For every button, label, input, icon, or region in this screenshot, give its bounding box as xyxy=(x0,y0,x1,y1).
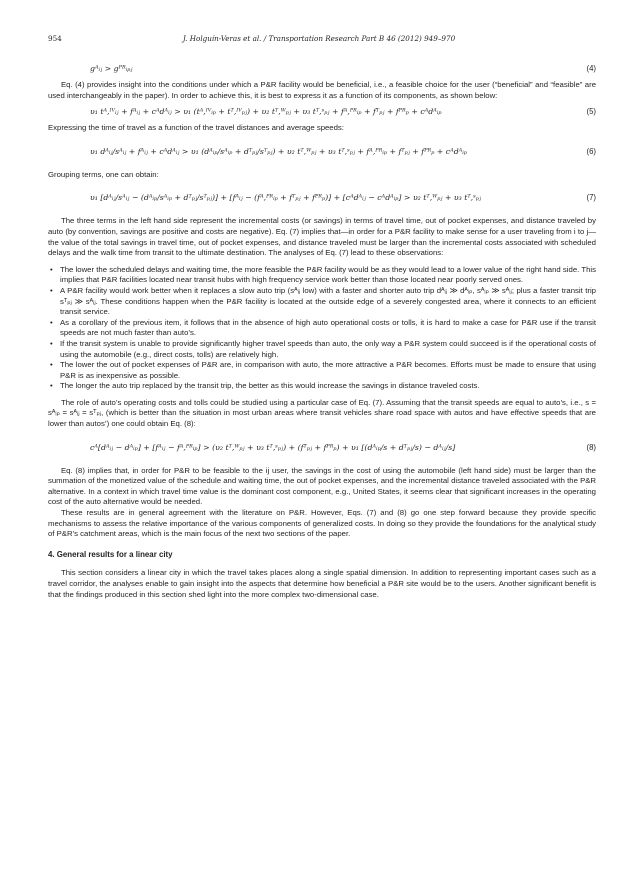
paragraph-3: Grouping terms, one can obtain: xyxy=(48,169,159,179)
list-item xyxy=(50,381,596,392)
paragraph-8: This section considers a linear city in which the travel takes places along a single spatial dimension. In addition to representing important cases such as a travel corridor, the analyses enable to gain insight into the aspects that determine how beneficial a P&R site would be to the users. Another significant benefit is that the findings produced in this section shed light into the more complex two-dimensional case. xyxy=(48,568,596,599)
paragraph-7: These results are in general agreement with the literature on P&R. However, Eqs. (7) and (8) go one step forward because they provide specific mechanisms to assess the relative importance of the various components of generalized costs. In doing so they provide the foundations for the analytical study of P&R’s catchment areas, which is the main focus of the next two sections of the paper. xyxy=(48,508,596,539)
bullet-icon: • xyxy=(50,264,53,274)
equation-7-expression: υ₁ [dᴬᵢⱼ/sᴬᵢⱼ − (dᴬᵢₚ/sᴬᵢₚ + dᵀₚⱼ/sᵀₚⱼ)] + [fᴬᵢⱼ − (fᴬ,ᴾᴿᵢₚ + fᵀₚⱼ + fᴾᴿₚ)] + [cᴬdᴬᵢⱼ − cᴬdᴬᵢₚ] > υ₂ tᵀ,ᵂₚⱼ + υ₃ tᵀ,ˢₚⱼ xyxy=(90,193,481,203)
list-item xyxy=(50,317,596,339)
paragraph-5: The role of auto’s operating costs and tolls could be studied using a particular case of Eq. (7). Assuming that the transit speeds are equal to auto’s, i.e., s = sᴬᵢₚ = sᴬᵢⱼ = sᵀₚⱼ, (which is better than the situation in most urban areas where transit vehicles share road space with autos and have effective speeds that are lower than autos’) one could obtain Eq. (8): xyxy=(48,397,596,429)
list-item-text: A P&R facility would work better when it replaces a slow auto trip (sᴬᵢⱼ low) with a faster and shorter auto trip dᴬᵢⱼ ≫ dᴬᵢₚ, sᴬᵢₚ ≫ sᴬᵢⱼ; plus a faster transit trip sᵀₚⱼ ≫ sᴬᵢⱼ. These conditions happen when the P&R facility is located at the outside edge of a severely congested area, where it connects to an efficient transit service. xyxy=(60,285,596,317)
equation-4-expression: gᴬᵢⱼ > gᴾᴿᵢₚⱼ xyxy=(90,64,133,73)
list-item xyxy=(50,360,596,381)
equation-8-number: (8) xyxy=(586,442,596,452)
equation-6 xyxy=(48,137,596,167)
paragraph-2: Expressing the time of travel as a function of the travel distances and average speeds: xyxy=(48,123,344,133)
list-item-text: If the transit system is unable to provide significantly higher travel speeds than auto, the only way a P&R system could succeed is if the operational costs of using the automobile (e.g., direct costs, tolls) are relatively high. xyxy=(60,338,596,359)
bullet-icon: • xyxy=(50,381,53,391)
list-item-text: The lower the scheduled delays and waiting time, the more feasible the P&R facility would be as they would lead to a lower value of the right hand side. This implies that P&R facilities located near transit hubs with high frequency service work better than those located near poorly served ones. xyxy=(60,264,596,285)
bullet-icon: • xyxy=(50,285,53,295)
list-item xyxy=(50,285,596,318)
paragraph-4: The three terms in the left hand side represent the incremental costs (or savings) in terms of travel time, out of pocket expenses, and distance traveled by auto (by convention, savings are positive and costs are negative). Eq. (7) implies that—in order for a P&R facility to make sense for a user traveling from i to j—the value of the total savings in travel time, out of pocket expenses, and distance traveled must be larger than the incremental costs associated with scheduled delays and the walk time from transit to the ultimate destination. The analyses of Eq. (7) lead to these observations: xyxy=(48,216,596,258)
equation-4 xyxy=(48,61,596,77)
list-item xyxy=(50,264,596,286)
running-header: J. Holguín-Veras et al. / Transportation Research Part B 46 (2012) 949–970 xyxy=(182,34,456,43)
body-text xyxy=(48,58,596,600)
equation-7 xyxy=(48,183,596,213)
equation-8 xyxy=(48,433,596,463)
paragraph-6: Eq. (8) implies that, in order for P&R to be feasible to the ij user, the savings in the cost of using the automobile (left hand side) must be larger than the summation of the monetized value of the schedule and waiting time, the out of pocket expenses, and the incremental distance traveled associated with the P&R alternative. In a context in which travel time value is the dominant cost component, e.g., United States, it seems clear that significant increases in the operating cost of the auto alternative would be needed. xyxy=(48,465,596,507)
equation-7-number: (7) xyxy=(586,193,596,203)
list-item-text: As a corollary of the previous item, it follows that in the absence of high auto operational costs or tolls, it is hard to make a case for P&R use if the transit speeds are not much faster than auto’s. xyxy=(60,317,596,338)
equation-5-expression: υ₁ tᴬ,ᴵⱽᵢⱼ + fᴬᵢⱼ + cᴬdᴬᵢⱼ > υ₁ (tᴬ,ᴵⱽᵢₚ + tᵀ,ᴵⱽₚⱼ) + υ₂ tᵀ,ᵂₚⱼ + υ₃ tᵀ,ˢₚⱼ + fᴬ,ᴾᴿᵢₚ + fᵀₚⱼ + fᴾᴿₚ + cᴬdᴬᵢₚ xyxy=(90,107,442,117)
equation-8-expression: cᴬ[dᴬᵢⱼ − dᴬᵢₚ] + [fᴬᵢⱼ − fᴬ,ᴾᴿᵢₚ] > (υ₂ tᵀ,ᵂₚⱼ + υ₃ tᵀ,ˢₚⱼ) + (fᵀₚⱼ + fᴾᴿₚ) + υ₁ [(dᴬᵢₚ/s + dᵀₚⱼ/s) − dᴬᵢⱼ/s] xyxy=(90,442,456,452)
list-item xyxy=(50,338,596,360)
page-number: 954 xyxy=(48,34,62,43)
list-item-text: The lower the out of pocket expenses of P&R are, in comparison with auto, the more attractive a P&R becomes. Efforts must be made to ensure that using P&R is as inexpensive as possible. xyxy=(60,360,596,380)
observations-list xyxy=(48,265,596,392)
paragraph-1: Eq. (4) provides insight into the conditions under which a P&R facility would be beneficial, i.e., a feasible choice for the user (“beneficial” and “feasible” are used interchangeably in the paper). In order to achieve this, it is best to express it as a function of its components, as shown below: xyxy=(48,80,596,100)
equation-5-number: (5) xyxy=(586,107,596,117)
equation-6-expression: υ₁ dᴬᵢⱼ/sᴬᵢⱼ + fᴬᵢⱼ + cᴬdᴬᵢⱼ > υ₁ (dᴬᵢₚ/sᴬᵢₚ + dᵀₚⱼ/sᵀₚⱼ) + υ₂ tᵀ,ᵂₚⱼ + υ₃ tᵀ,ˢₚⱼ + fᴬ,ᴾᴿᵢₚ + fᵀₚⱼ + fᴾᴿₚ + cᴬdᴬᵢₚ xyxy=(90,146,467,156)
equation-4-number: (4) xyxy=(586,64,596,73)
bullet-icon: • xyxy=(50,317,53,327)
section-heading: 4. General results for a linear city xyxy=(48,549,173,559)
equation-5 xyxy=(48,104,596,120)
list-item-text: The longer the auto trip replaced by the transit trip, the better as this would increase the savings in distance traveled costs. xyxy=(60,381,480,391)
bullet-icon: • xyxy=(50,360,53,370)
bullet-icon: • xyxy=(50,338,53,348)
equation-6-number: (6) xyxy=(586,146,596,156)
